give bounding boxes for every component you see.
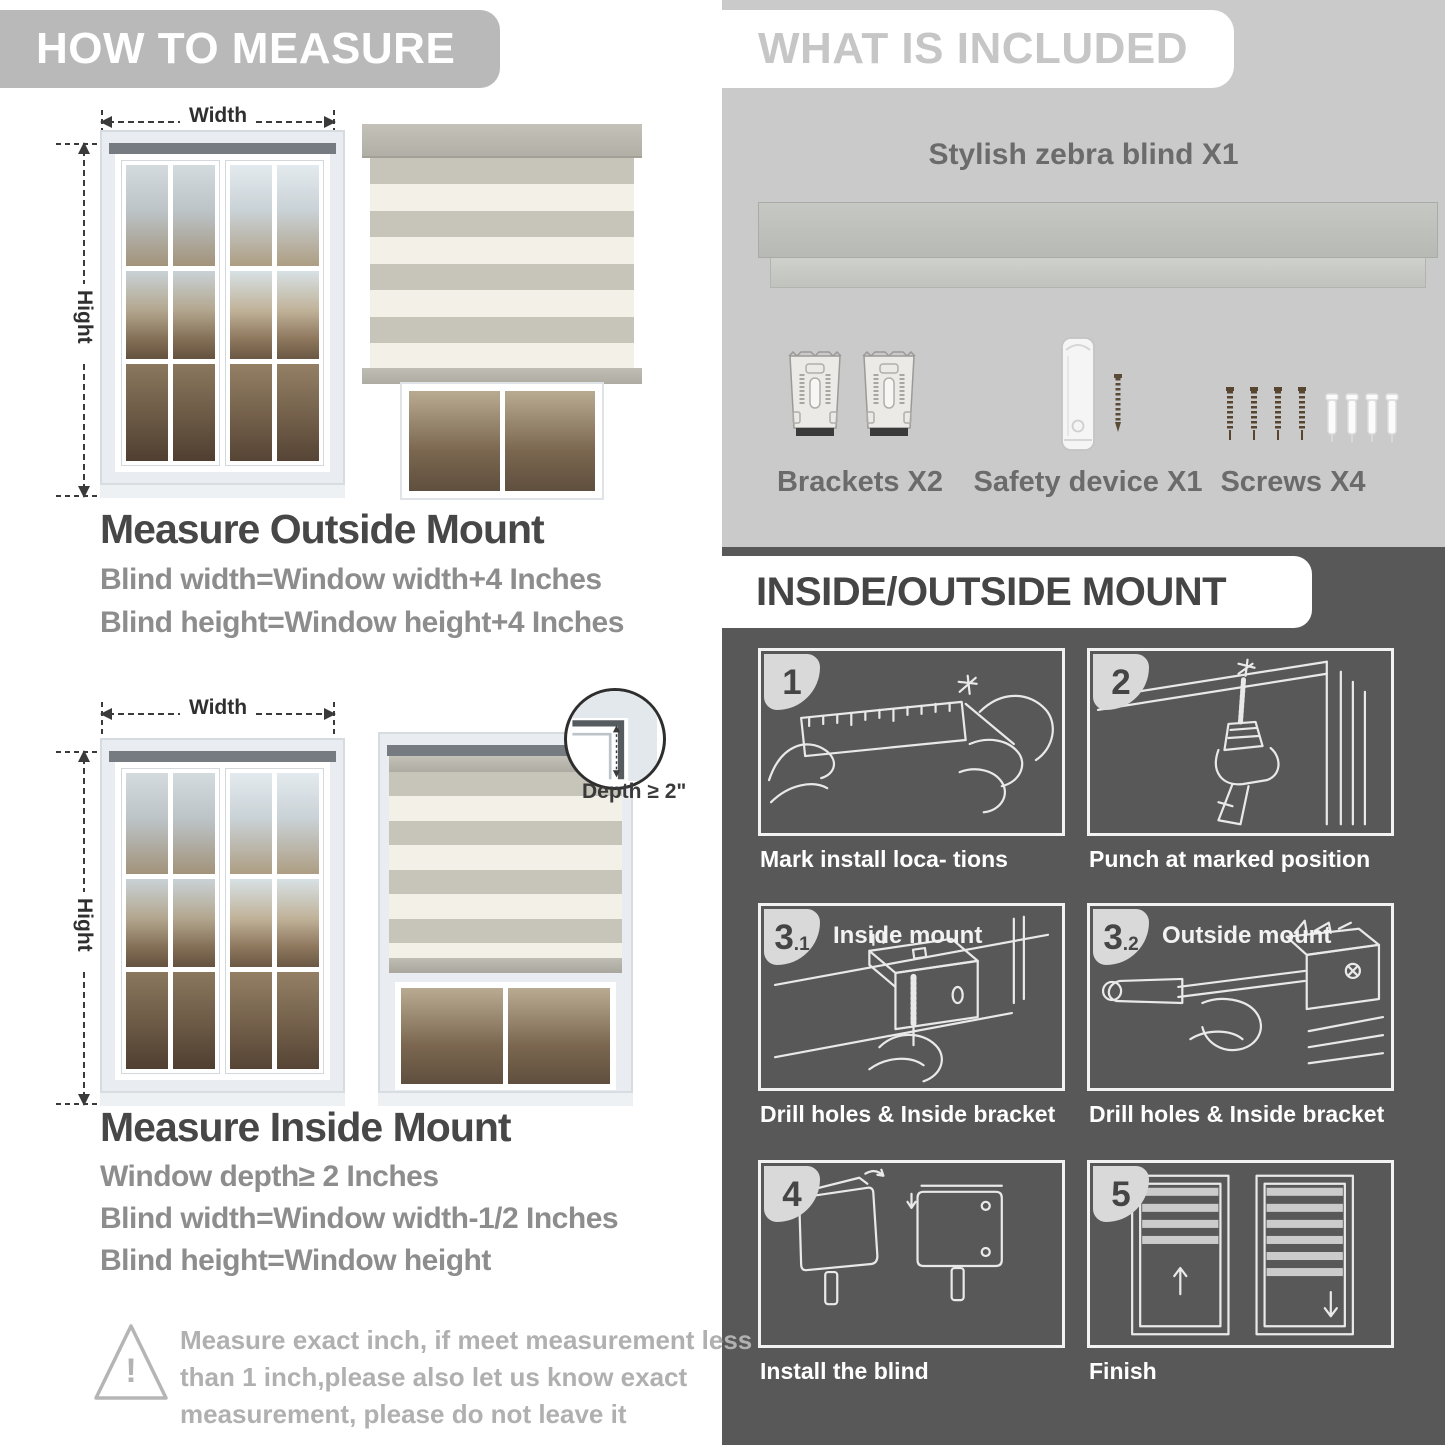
what-is-included-header: WHAT IS INCLUDED [722, 10, 1234, 88]
measure-inside-heading: Measure Inside Mount [100, 1104, 511, 1150]
window-sill [100, 483, 345, 498]
step-number-badge: 2 [1093, 654, 1149, 710]
step-caption-3-2: Drill holes & Inside bracket [1089, 1101, 1385, 1127]
inside-outside-mount-header: INSIDE/OUTSIDE MOUNT [722, 556, 1312, 628]
step-panel-5 [1087, 1160, 1394, 1348]
bracket-icon [860, 348, 918, 442]
step-number-badge: 4 [764, 1166, 820, 1222]
step-mount-type-label: Outside mount [1162, 922, 1332, 949]
step-panel-4 [758, 1160, 1065, 1348]
step-caption-5: Finish [1089, 1358, 1157, 1384]
window-depth-detail [567, 691, 657, 781]
safety-device-icon [1056, 336, 1136, 456]
magnifier-icon [564, 688, 666, 790]
brackets-label: Brackets X2 [776, 466, 944, 498]
blind-bottom-rail [362, 368, 642, 384]
exclamation-mark: ! [125, 1352, 137, 1390]
window-below-blind [395, 982, 616, 1090]
window-below-blind [402, 384, 602, 498]
height-label: Hight [73, 290, 96, 344]
window-casement [225, 768, 324, 1074]
blind-stripes [370, 158, 634, 368]
window-top-track [109, 143, 336, 154]
blind-cassette [362, 124, 642, 158]
inside-formula-width: Blind width=Window width-1/2 Inches [100, 1202, 619, 1235]
screws-label: Screws X4 [1220, 466, 1366, 498]
warning-text-line2: than 1 inch,please also let us know exact [180, 1362, 688, 1392]
step-number-badge: 5 [1093, 1166, 1149, 1222]
bracket-icon [786, 348, 844, 442]
step-caption-4: Install the blind [760, 1358, 929, 1384]
zebra-blind-headrail-lip [770, 258, 1426, 288]
warning-triangle-icon [92, 1318, 170, 1410]
width-label: Width [188, 104, 248, 127]
measure-outside-heading: Measure Outside Mount [100, 506, 544, 552]
window-illustration-outside [100, 130, 345, 498]
zebra-blind-headrail [758, 202, 1438, 258]
window-casement [121, 160, 220, 466]
step-panel-3-1 [758, 903, 1065, 1091]
depth-label: Depth ≥ 2" [582, 780, 687, 803]
zebra-blind-illustration-outside [362, 124, 642, 498]
window-illustration-inside [100, 738, 345, 1106]
step-panel-1 [758, 648, 1065, 836]
how-to-measure-header: HOW TO MEASURE [0, 10, 500, 88]
window-casement [121, 768, 220, 1074]
outside-formula-height: Blind height=Window height+4 Inches [100, 606, 624, 639]
step-number-badge: 3 .2 [1093, 909, 1149, 965]
safety-device-label: Safety device X1 [973, 466, 1203, 498]
window-casement [225, 160, 324, 466]
step-panel-2 [1087, 648, 1394, 836]
step-panel-3-2 [1087, 903, 1394, 1091]
step-mount-type-label: Inside mount [833, 922, 983, 949]
window-top-track [109, 751, 336, 762]
outside-formula-width: Blind width=Window width+4 Inches [100, 563, 602, 596]
step-number-badge: 1 [764, 654, 820, 710]
step-caption-2: Punch at marked position [1089, 846, 1371, 872]
warning-text-line3: measurement, please do not leave it [180, 1399, 627, 1429]
height-label: Hight [73, 898, 96, 952]
step-caption-1: Mark install loca- tions [760, 846, 1008, 872]
warning-text-line1: Measure exact inch, if meet measurement less [180, 1325, 753, 1355]
blind-bottom-rail [389, 958, 622, 973]
product-title: Stylish zebra blind X1 [928, 138, 1239, 171]
step-number-badge: 3 .1 [764, 909, 820, 965]
width-label: Width [188, 696, 248, 719]
screws-icon [1222, 386, 1402, 446]
inside-formula-height: Blind height=Window height [100, 1244, 491, 1277]
step-caption-3-1: Drill holes & Inside bracket [760, 1101, 1056, 1127]
inside-formula-depth: Window depth≥ 2 Inches [100, 1160, 439, 1193]
